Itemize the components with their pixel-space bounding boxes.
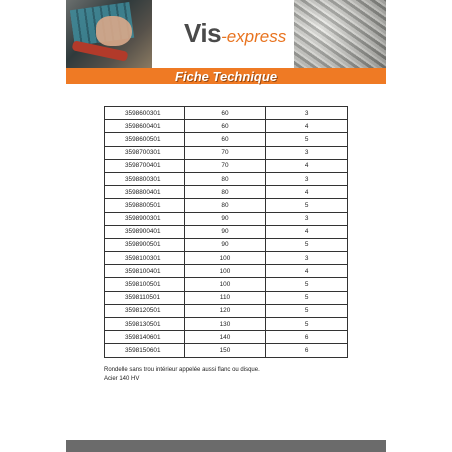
notes [104, 366, 364, 384]
table-cell: 5 [266, 238, 348, 251]
table-cell: 3 [266, 172, 348, 185]
table-cell: 3 [266, 146, 348, 159]
table-cell: 90 [184, 225, 266, 238]
table-cell: 5 [266, 318, 348, 331]
table-cell: 3598150601 [105, 344, 185, 357]
table-row [105, 344, 348, 357]
table-cell: 80 [184, 172, 266, 185]
table-cell: 3598120501 [105, 304, 185, 317]
table-row [105, 199, 348, 212]
table-cell: 5 [266, 133, 348, 146]
table-cell: 4 [266, 159, 348, 172]
table-cell: 3598700301 [105, 146, 185, 159]
table-cell: 3598900501 [105, 238, 185, 251]
title-banner [66, 68, 386, 84]
table-cell: 6 [266, 331, 348, 344]
table-cell: 4 [266, 120, 348, 133]
table-row [105, 159, 348, 172]
table-row [105, 186, 348, 199]
table-row [105, 212, 348, 225]
document-page [66, 0, 386, 452]
table-row [105, 318, 348, 331]
table-row [105, 278, 348, 291]
table-cell: 3598800301 [105, 172, 185, 185]
table-row [105, 225, 348, 238]
banner-title: Fiche Technique [174, 69, 278, 84]
table-cell: 3 [266, 107, 348, 120]
table-cell: 3598700401 [105, 159, 185, 172]
screws-photo [294, 0, 386, 68]
tools-photo [66, 0, 152, 68]
table-row [105, 120, 348, 133]
table-cell: 3598600401 [105, 120, 185, 133]
table-cell: 3598140601 [105, 331, 185, 344]
table-cell: 3 [266, 252, 348, 265]
table-cell: 3598600501 [105, 133, 185, 146]
table-cell: 3598900301 [105, 212, 185, 225]
table-cell: 70 [184, 159, 266, 172]
table-cell: 3598130501 [105, 318, 185, 331]
note-description: Rondelle sans trou intérieur appelée aussi flanc ou disque. [104, 367, 260, 373]
table-row [105, 107, 348, 120]
table-row [105, 265, 348, 278]
table-cell: 120 [184, 304, 266, 317]
table-cell: 3598110501 [105, 291, 185, 304]
table-cell: 3 [266, 212, 348, 225]
table-row [105, 133, 348, 146]
logo-suffix: -express [221, 27, 287, 46]
table-cell: 3598100301 [105, 252, 185, 265]
table-cell: 3598600301 [105, 107, 185, 120]
table-cell: 60 [184, 133, 266, 146]
table-cell: 5 [266, 304, 348, 317]
table-cell: 130 [184, 318, 266, 331]
header [66, 0, 386, 84]
table-row [105, 172, 348, 185]
table-row [105, 238, 348, 251]
table-row [105, 146, 348, 159]
table-cell: 3598900401 [105, 225, 185, 238]
table-cell: 60 [184, 120, 266, 133]
table-cell: 5 [266, 278, 348, 291]
vis-express-logo [184, 18, 286, 49]
logo-main: Vis [184, 18, 222, 48]
table-cell: 70 [184, 146, 266, 159]
table-cell: 60 [184, 107, 266, 120]
table-cell: 80 [184, 199, 266, 212]
table-cell: 3598800501 [105, 199, 185, 212]
spec-table-body [105, 107, 348, 358]
table-cell: 4 [266, 225, 348, 238]
table-row [105, 291, 348, 304]
table-cell: 4 [266, 186, 348, 199]
table-cell: 5 [266, 199, 348, 212]
table-cell: 3598800401 [105, 186, 185, 199]
table-cell: 4 [266, 265, 348, 278]
table-cell: 90 [184, 212, 266, 225]
table-row [105, 331, 348, 344]
table-cell: 6 [266, 344, 348, 357]
table-cell: 110 [184, 291, 266, 304]
table-cell: 3598100401 [105, 265, 185, 278]
table-cell: 90 [184, 238, 266, 251]
table-row [105, 252, 348, 265]
table-cell: 140 [184, 331, 266, 344]
table-cell: 150 [184, 344, 266, 357]
table-cell: 100 [184, 278, 266, 291]
footer-bar [66, 440, 386, 452]
table-cell: 80 [184, 186, 266, 199]
table-row [105, 304, 348, 317]
spec-table [104, 106, 348, 358]
table-cell: 100 [184, 265, 266, 278]
table-cell: 3598100501 [105, 278, 185, 291]
table-cell: 5 [266, 291, 348, 304]
note-material: Acier 140 HV [104, 376, 140, 382]
table-cell: 100 [184, 252, 266, 265]
hand-shape [96, 16, 132, 46]
